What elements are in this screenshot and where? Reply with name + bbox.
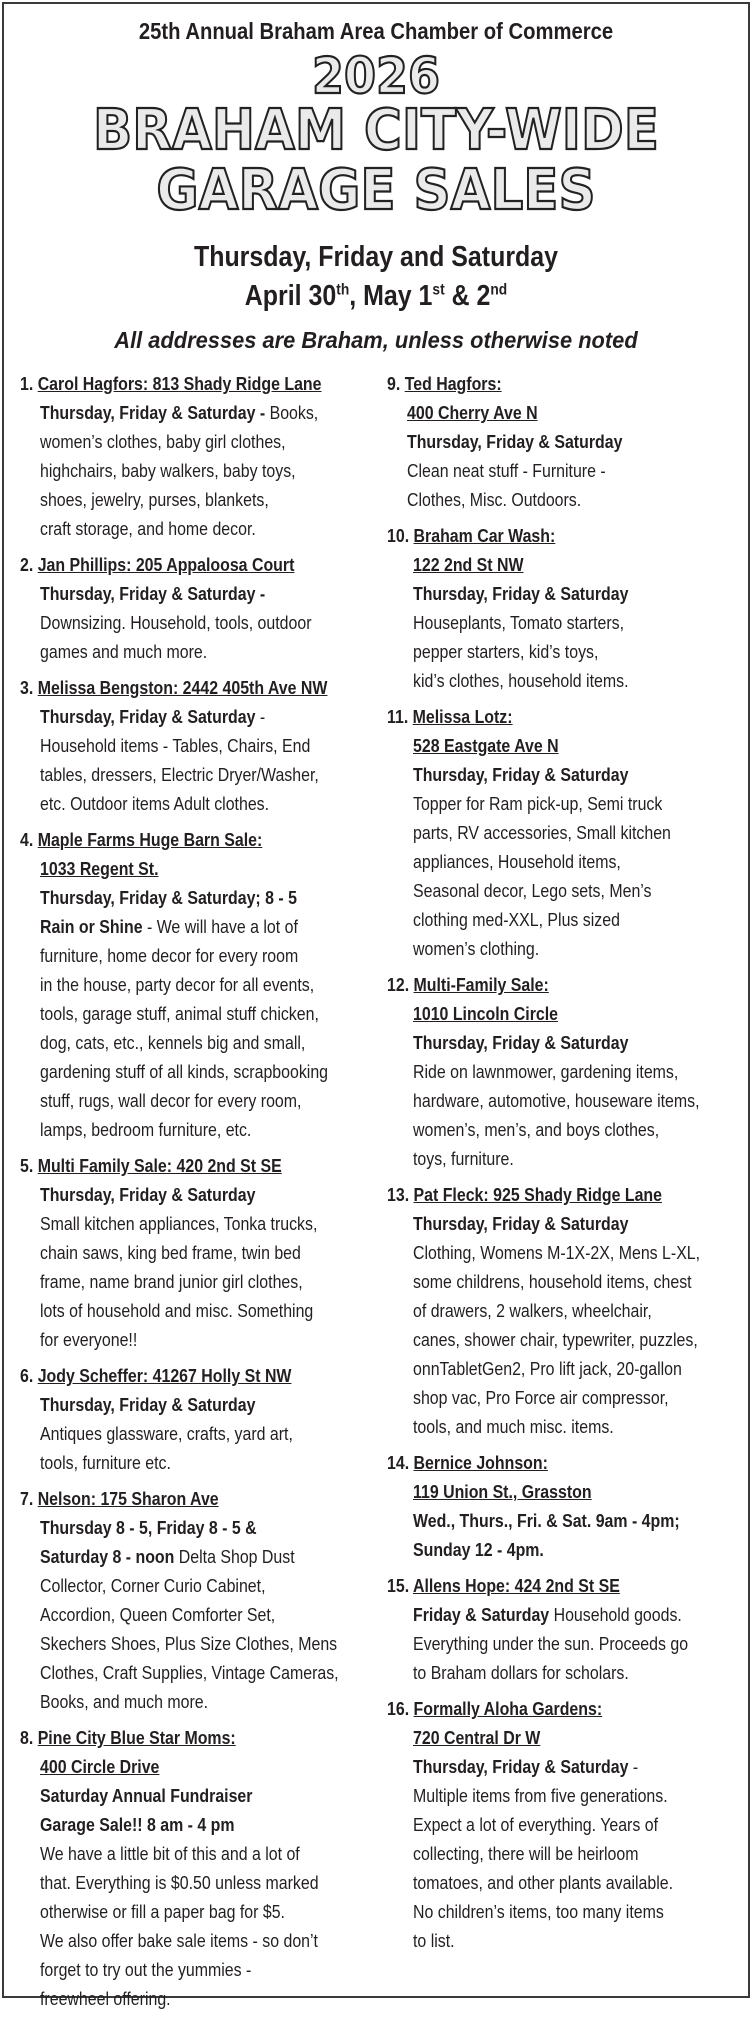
listing-line <box>387 731 739 760</box>
listing-host-address: Allens Hope: 424 2nd St SE <box>412 1575 620 1596</box>
listing-item <box>20 1151 382 1354</box>
listing-line <box>20 1542 382 1571</box>
listing-description: hardware, automotive, houseware items, <box>413 1090 700 1111</box>
listing-number: 11. <box>387 706 413 727</box>
listing-line <box>20 731 382 760</box>
listing-line <box>20 1325 382 1354</box>
listing-host-address: Nelson: 175 Sharon Ave <box>37 1488 219 1509</box>
listing-line <box>20 398 382 427</box>
listing-description: Collector, Corner Curio Cabinet, <box>40 1575 266 1596</box>
listing-line <box>387 666 739 695</box>
listing-description: - <box>632 1756 639 1777</box>
listing-description: shoes, jewelry, purses, blankets, <box>40 489 269 510</box>
listing-number: 13. <box>387 1184 414 1205</box>
listing-line <box>20 1955 382 1984</box>
listing-description: otherwise or fill a paper bag for $5. <box>40 1901 285 1922</box>
garage-sale-ad <box>2 2 750 2009</box>
listing-description: for everyone!! <box>40 1329 138 1350</box>
listing-schedule: Thursday, Friday & Saturday <box>413 1213 629 1234</box>
listing-line <box>20 1926 382 1955</box>
listing-description: to Braham dollars for scholars. <box>413 1662 629 1683</box>
listing-description: to list. <box>413 1930 455 1951</box>
listing-line <box>387 1781 739 1810</box>
listing-line <box>20 702 382 731</box>
listing-line <box>387 1506 739 1535</box>
listing-host-address: Jody Scheffer: 41267 Holly St NW <box>37 1365 292 1386</box>
listing-description: in the house, party decor for all events, <box>40 974 315 995</box>
listing-item <box>20 1723 382 2013</box>
listing-number: 2. <box>20 554 38 575</box>
listing-host-address: Melissa Lotz: <box>412 706 513 727</box>
listing-line <box>387 1535 739 1564</box>
listing-description: tools, and much misc. items. <box>413 1416 614 1437</box>
listing-description: women’s clothes, baby girl clothes, <box>40 431 286 452</box>
listing-description: tools, garage stuff, animal stuff chicken, <box>40 1003 319 1024</box>
listing-line <box>20 789 382 818</box>
listing-line <box>387 485 739 514</box>
listing-line <box>387 1267 739 1296</box>
listing-description: Accordion, Queen Comforter Set, <box>40 1604 276 1625</box>
listing-description: furniture, home decor for every room <box>40 945 299 966</box>
listing-description: Clothes, Misc. Outdoors. <box>407 489 582 510</box>
listing-line <box>387 1412 739 1441</box>
listing-host-address: Formally Aloha Gardens: <box>413 1698 603 1719</box>
listing-line <box>387 1325 739 1354</box>
listing-description: We also offer bake sale items - so don’t <box>40 1930 318 1951</box>
listing-item <box>20 825 382 1144</box>
listing-description: lamps, bedroom furniture, etc. <box>40 1119 252 1140</box>
listing-line <box>20 485 382 514</box>
listing-line <box>20 825 382 854</box>
listing-description: craft storage, and home decor. <box>40 518 256 539</box>
listing-host-address: 528 Eastgate Ave N <box>413 735 559 756</box>
listing-line <box>20 854 382 883</box>
listing-line <box>387 1897 739 1926</box>
listing-host-address: Braham Car Wash: <box>413 525 556 546</box>
listing-description: Downsizing. Household, tools, outdoor <box>40 612 312 633</box>
listing-item <box>387 369 739 514</box>
listing-description: No children’s items, too many items <box>413 1901 664 1922</box>
listing-line <box>387 1600 739 1629</box>
listing-description: frame, name brand junior girl clothes, <box>40 1271 303 1292</box>
listing-line <box>387 608 739 637</box>
listing-line <box>20 1810 382 1839</box>
listing-line <box>20 1180 382 1209</box>
listing-line <box>387 970 739 999</box>
listing-line <box>387 1057 739 1086</box>
listing-line <box>20 1086 382 1115</box>
listing-description: Topper for Ram pick-up, Semi truck <box>413 793 663 814</box>
listing-description: Ride on lawnmower, gardening items, <box>413 1061 679 1082</box>
listing-line <box>20 673 382 702</box>
listing-description: games and much more. <box>40 641 208 662</box>
listing-line <box>387 579 739 608</box>
event-days: Thursday, Friday and Saturday <box>193 241 559 273</box>
listing-description: Houseplants, Tomato starters, <box>413 612 625 633</box>
listing-schedule: Saturday Annual Fundraiser <box>40 1785 253 1806</box>
listing-number: 10. <box>387 525 414 546</box>
listing-schedule: Wed., Thurs., Fri. & Sat. 9am - 4pm; <box>413 1510 680 1531</box>
listing-schedule: Thursday, Friday & Saturday <box>40 1394 256 1415</box>
listing-description: tables, dressers, Electric Dryer/Washer, <box>40 764 319 785</box>
listing-line <box>387 637 739 666</box>
listing-description: Antiques glassware, crafts, yard art, <box>40 1423 293 1444</box>
listing-line <box>20 1513 382 1542</box>
listing-host-address: Pine City Blue Star Moms: <box>37 1727 236 1748</box>
listing-line <box>20 883 382 912</box>
listing-schedule: Thursday, Friday & Saturday - <box>40 583 266 604</box>
listing-item <box>387 970 739 1173</box>
listing-description: pepper starters, kid’s toys, <box>413 641 599 662</box>
listing-number: 15. <box>387 1575 413 1596</box>
listing-description: Multiple items from five generations. <box>413 1785 668 1806</box>
listing-line <box>20 1151 382 1180</box>
organizer-line: 25th Annual Braham Area Chamber of Commerce <box>138 18 614 44</box>
listing-host-address: Pat Fleck: 925 Shady Ridge Lane <box>413 1184 663 1205</box>
listing-line <box>387 398 739 427</box>
listing-line <box>20 637 382 666</box>
listing-number: 8. <box>20 1727 38 1748</box>
listing-description: highchairs, baby walkers, baby toys, <box>40 460 296 481</box>
listing-description: clothing med-XXL, Plus sized <box>413 909 620 930</box>
listing-item <box>387 1448 739 1564</box>
listing-schedule: Thursday, Friday & Saturday; 8 - 5 <box>40 887 297 908</box>
event-dates: April 30th, May 1st & 2nd <box>244 280 508 312</box>
listing-line <box>387 1868 739 1897</box>
listing-line <box>20 1419 382 1448</box>
listing-host-address: Bernice Johnson: <box>413 1452 548 1473</box>
listing-description: women’s clothing. <box>413 938 540 959</box>
listing-item <box>387 1694 739 1955</box>
listing-line <box>387 1296 739 1325</box>
listing-line <box>20 1361 382 1390</box>
listing-line <box>20 760 382 789</box>
listing-line <box>387 1723 739 1752</box>
listing-number: 1. <box>20 373 38 394</box>
listing-item <box>20 673 382 818</box>
listing-description: Clothing, Womens M-1X-2X, Mens L-XL, <box>413 1242 701 1263</box>
listing-host-address: 1010 Lincoln Circle <box>413 1003 559 1024</box>
listing-line <box>20 369 382 398</box>
listing-description: - <box>259 706 266 727</box>
listing-line <box>20 970 382 999</box>
listing-line <box>387 1144 739 1173</box>
listing-schedule: Thursday, Friday & Saturday <box>40 706 260 727</box>
listing-line <box>387 1028 739 1057</box>
listing-description: onnTabletGen2, Pro lift jack, 20-gallon <box>413 1358 682 1379</box>
listing-line <box>20 1629 382 1658</box>
listing-description: Everything under the sun. Proceeds go <box>413 1633 689 1654</box>
listing-host-address: Multi Family Sale: 420 2nd St SE <box>37 1155 282 1176</box>
listing-host-address: Melissa Bengston: 2442 405th Ave NW <box>37 677 328 698</box>
listing-line <box>20 1296 382 1325</box>
listing-host-address: 720 Central Dr W <box>413 1727 541 1748</box>
listing-description: Household items - Tables, Chairs, End <box>40 735 311 756</box>
listing-host-address: Ted Hagfors: <box>404 373 502 394</box>
listing-host-address: 400 Circle Drive <box>40 1756 160 1777</box>
listing-number: 3. <box>20 677 38 698</box>
listing-line <box>387 1658 739 1687</box>
listing-description: We have a little bit of this and a lot of <box>40 1843 300 1864</box>
listing-line <box>387 1209 739 1238</box>
listing-schedule: Friday & Saturday <box>413 1604 554 1625</box>
listing-line <box>20 1209 382 1238</box>
listings-left-column <box>20 369 382 2020</box>
listings-right-column <box>387 369 739 1962</box>
listing-description: Expect a lot of everything. Years of <box>413 1814 658 1835</box>
listing-description: - We will have a lot of <box>142 916 298 937</box>
listing-line <box>20 1390 382 1419</box>
listing-schedule: Sunday 12 - 4pm. <box>413 1539 544 1560</box>
listing-description: parts, RV accessories, Small kitchen <box>413 822 671 843</box>
event-title-line1: BRAHAM CITY-WIDE <box>93 98 659 163</box>
listing-description: that. Everything is $0.50 unless marked <box>40 1872 319 1893</box>
listing-host-address: 122 2nd St NW <box>413 554 524 575</box>
listing-description: tomatoes, and other plants available. <box>413 1872 674 1893</box>
listing-line <box>387 876 739 905</box>
listing-description: some childrens, household items, chest <box>413 1271 692 1292</box>
listing-schedule: Thursday, Friday & Saturday <box>407 431 623 452</box>
listing-line <box>387 1839 739 1868</box>
listing-description: Skechers Shoes, Plus Size Clothes, Mens <box>40 1633 338 1654</box>
listing-description: forget to try out the yummies - <box>40 1959 252 1980</box>
listing-number: 14. <box>387 1452 414 1473</box>
listing-line <box>20 1571 382 1600</box>
listing-description: appliances, Household items, <box>413 851 621 872</box>
listing-description: etc. Outdoor items Adult clothes. <box>40 793 270 814</box>
listing-line <box>387 1629 739 1658</box>
listing-line <box>20 999 382 1028</box>
listing-line <box>20 1484 382 1513</box>
listing-description: gardening stuff of all kinds, scrapbooking <box>40 1061 329 1082</box>
listing-line <box>387 1238 739 1267</box>
listing-line <box>387 1571 739 1600</box>
listing-schedule: Thursday, Friday & Saturday <box>413 583 629 604</box>
listing-line <box>20 1057 382 1086</box>
event-title-line2: GARAGE SALES <box>156 158 596 223</box>
listing-description: Books, <box>269 402 319 423</box>
listing-number: 4. <box>20 829 38 850</box>
listing-description: of drawers, 2 walkers, wheelchair, <box>413 1300 652 1321</box>
listing-line <box>20 1238 382 1267</box>
listing-schedule: Garage Sale!! 8 am - 4 pm <box>40 1814 235 1835</box>
listing-host-address: Carol Hagfors: 813 Shady Ridge Lane <box>37 373 322 394</box>
listing-item <box>20 550 382 666</box>
listing-line <box>20 579 382 608</box>
listing-line <box>387 702 739 731</box>
listing-line <box>387 1180 739 1209</box>
listing-line <box>387 760 739 789</box>
listing-line <box>387 905 739 934</box>
listing-description: Books, and much more. <box>40 1691 209 1712</box>
listing-number: 12. <box>387 974 414 995</box>
listing-line <box>387 1752 739 1781</box>
listing-description: toys, furniture. <box>413 1148 514 1169</box>
listing-number: 6. <box>20 1365 38 1386</box>
listing-line <box>20 1752 382 1781</box>
listing-item <box>20 1361 382 1477</box>
listing-line <box>387 1383 739 1412</box>
listing-line <box>20 941 382 970</box>
listing-line <box>20 1868 382 1897</box>
listing-number: 9. <box>387 373 405 394</box>
listing-description: collecting, there will be heirloom <box>413 1843 639 1864</box>
listing-description: chain saws, king bed frame, twin bed <box>40 1242 301 1263</box>
listing-line <box>20 1600 382 1629</box>
listing-schedule: Thursday, Friday & Saturday <box>413 764 629 785</box>
listing-line <box>20 1984 382 2013</box>
listing-description: Clothes, Craft Supplies, Vintage Cameras, <box>40 1662 339 1683</box>
listing-description: tools, furniture etc. <box>40 1452 171 1473</box>
listing-item <box>20 369 382 543</box>
listing-line <box>20 427 382 456</box>
listing-line <box>387 1115 739 1144</box>
listing-line <box>20 1897 382 1926</box>
listing-line <box>20 608 382 637</box>
listing-description: Clean neat stuff - Furniture - <box>407 460 606 481</box>
listing-description: Delta Shop Dust <box>178 1546 295 1567</box>
listing-description: shop vac, Pro Force air compressor, <box>413 1387 669 1408</box>
listing-host-address: Maple Farms Huge Barn Sale: <box>37 829 263 850</box>
listing-schedule: Thursday 8 - 5, Friday 8 - 5 & <box>40 1517 257 1538</box>
address-note: All addresses are Braham, unless otherwise noted <box>114 327 638 353</box>
listing-schedule: Saturday 8 - noon <box>40 1546 179 1567</box>
listing-host-address: 1033 Regent St. <box>40 858 159 879</box>
listing-line <box>387 1086 739 1115</box>
listing-item <box>387 521 739 695</box>
listing-description: canes, shower chair, typewriter, puzzles, <box>413 1329 698 1350</box>
listing-line <box>20 912 382 941</box>
listing-item <box>387 702 739 963</box>
listing-host-address: 400 Cherry Ave N <box>407 402 538 423</box>
listing-line <box>20 1658 382 1687</box>
listing-line <box>387 847 739 876</box>
listing-host-address: Jan Phillips: 205 Appaloosa Court <box>37 554 295 575</box>
listing-number: 16. <box>387 1698 414 1719</box>
listing-description: women’s, men’s, and boys clothes, <box>413 1119 660 1140</box>
listing-description: stuff, rugs, wall decor for every room, <box>40 1090 302 1111</box>
listing-description: Household goods. <box>553 1604 682 1625</box>
listing-schedule: Rain or Shine <box>40 916 143 937</box>
listing-description: freewheel offering. <box>40 1988 171 2009</box>
listing-line <box>20 1115 382 1144</box>
listing-line <box>20 1687 382 1716</box>
listing-host-address: Multi-Family Sale: <box>413 974 549 995</box>
listing-schedule: Thursday, Friday & Saturday - <box>40 402 270 423</box>
listing-line <box>20 514 382 543</box>
listing-line <box>20 1448 382 1477</box>
event-year: 2026 <box>311 47 441 105</box>
listing-description: kid’s clothes, household items. <box>413 670 629 691</box>
listing-line <box>387 456 739 485</box>
listing-description: dog, cats, etc., kennels big and small, <box>40 1032 306 1053</box>
listing-line <box>20 1781 382 1810</box>
listing-line <box>387 818 739 847</box>
listing-line <box>387 1694 739 1723</box>
listing-description: Small kitchen appliances, Tonka trucks, <box>40 1213 318 1234</box>
listing-line <box>387 369 739 398</box>
listing-line <box>387 789 739 818</box>
listing-line <box>387 1448 739 1477</box>
listing-schedule: Thursday, Friday & Saturday <box>40 1184 256 1205</box>
listing-schedule: Thursday, Friday & Saturday <box>413 1756 633 1777</box>
listing-line <box>20 456 382 485</box>
listing-item <box>20 1484 382 1716</box>
listing-line <box>387 427 739 456</box>
listing-line <box>20 1839 382 1868</box>
listing-host-address: 119 Union St., Grasston <box>413 1481 592 1502</box>
listing-line <box>387 934 739 963</box>
listing-line <box>20 1028 382 1057</box>
listing-line <box>387 1354 739 1383</box>
listing-line <box>387 999 739 1028</box>
listing-item <box>387 1571 739 1687</box>
listing-description: Seasonal decor, Lego sets, Men’s <box>413 880 652 901</box>
listing-line <box>20 550 382 579</box>
listing-line <box>387 521 739 550</box>
listing-number: 5. <box>20 1155 38 1176</box>
listing-line <box>387 1810 739 1839</box>
listing-line <box>20 1723 382 1752</box>
listing-description: lots of household and misc. Something <box>40 1300 314 1321</box>
listing-schedule: Thursday, Friday & Saturday <box>413 1032 629 1053</box>
listing-number: 7. <box>20 1488 38 1509</box>
listing-item <box>387 1180 739 1441</box>
listing-line <box>387 1926 739 1955</box>
listing-line <box>387 550 739 579</box>
listing-line <box>387 1477 739 1506</box>
listing-line <box>20 1267 382 1296</box>
